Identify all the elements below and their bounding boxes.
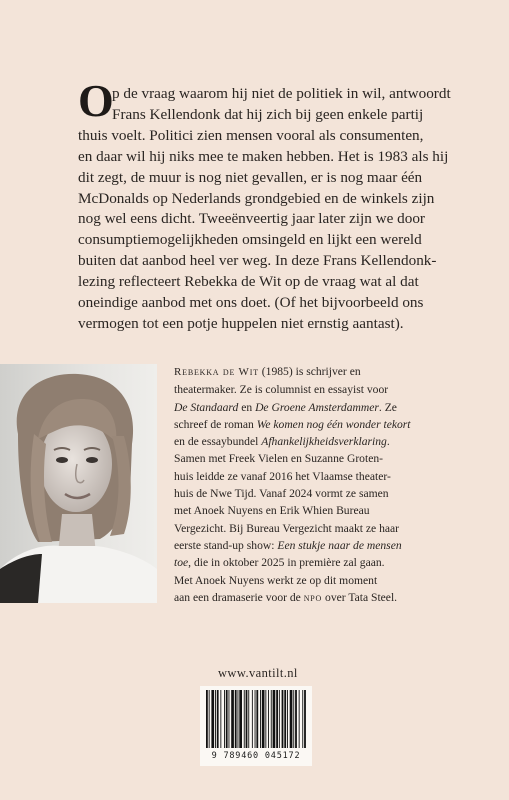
bio-line-7: huis leidde ze vanaf 2016 het Vlaamse theater- xyxy=(174,469,391,483)
bio-line-14 xyxy=(174,589,494,607)
barcode-bar xyxy=(304,690,306,748)
barcode-bar xyxy=(206,690,208,748)
barcode-bar xyxy=(262,690,265,748)
intro-line-7: nog wel eens dicht. Tweeënveertig jaar later zijn we door xyxy=(78,210,425,228)
publication-title: De Groene Amsterdammer xyxy=(255,400,379,414)
publication-title: De Standaard xyxy=(174,400,239,414)
barcode-bar xyxy=(256,690,258,748)
intro-paragraph xyxy=(78,75,458,335)
barcode-bar xyxy=(238,690,239,748)
isbn-digits: 9 789460 045172 xyxy=(211,751,301,761)
bio-line-6: Samen met Freek Vielen en Suzanne Groten- xyxy=(174,452,383,466)
bio-line-4 xyxy=(174,416,494,433)
bio-line-3 xyxy=(174,399,494,416)
bio-text: , die in oktober 2025 in première zal gaan. xyxy=(188,556,385,570)
barcode-bar xyxy=(287,690,288,748)
barcode-bar xyxy=(302,690,303,748)
intro-line-2: Frans Kellendonk dat hij zich bij geen enkele partij xyxy=(112,105,424,123)
barcode-bar xyxy=(211,690,214,748)
barcode-bar xyxy=(235,690,237,748)
bio-line-5 xyxy=(174,433,494,450)
barcode-bar xyxy=(224,690,225,748)
bio-line-12 xyxy=(174,554,494,571)
barcode-bar xyxy=(279,690,280,748)
bio-line-10: Vergezicht. Bij Bureau Vergezicht maakt ze haar xyxy=(174,521,400,535)
barcode-bar xyxy=(252,690,253,748)
barcode-bar xyxy=(217,690,219,748)
bio-text: over Tata Steel. xyxy=(322,590,398,604)
drop-cap: O xyxy=(78,75,114,126)
barcode-bar xyxy=(209,690,210,748)
bio-text: aan een dramaserie voor de xyxy=(174,590,304,604)
intro-line-6: McDonalds op Nederlands grondgebied en de winkels zijn xyxy=(78,189,435,207)
intro-line-8: consumptiemogelijkheden omsingeld en lijkt een wereld xyxy=(78,231,422,249)
book-title: We komen nog één wonder tekort xyxy=(256,417,411,431)
barcode-bar xyxy=(284,690,286,748)
bio-text: (1985) is schrijver en xyxy=(258,365,361,378)
barcode-bar xyxy=(220,690,221,748)
barcode-bar xyxy=(246,690,248,748)
barcode-bar xyxy=(244,690,245,748)
publisher-url: www.vantilt.nl xyxy=(218,666,298,680)
barcode-bar xyxy=(248,690,249,748)
barcode-bar xyxy=(295,690,297,748)
barcode-bars xyxy=(200,686,312,750)
barcode-bar xyxy=(290,690,293,748)
barcode-bar xyxy=(260,690,261,748)
author-bio xyxy=(174,363,494,607)
barcode-bar xyxy=(265,690,266,748)
barcode-bar xyxy=(276,690,278,748)
author-portrait-illustration xyxy=(0,364,157,603)
barcode-bar xyxy=(273,690,276,748)
author-name: Rebekka de Wit xyxy=(174,366,259,378)
bio-text: . xyxy=(386,435,390,449)
bio-text: . Ze xyxy=(378,400,397,414)
barcode-bar xyxy=(239,690,242,748)
bio-line-13: Met Anoek Nuyens werkt ze op dit moment xyxy=(174,573,378,587)
bio-text: en de essaybundel xyxy=(174,435,262,449)
intro-line-9: buiten dat aanbod heel ver weg. In deze Frans Kellendonk- xyxy=(78,252,437,270)
bio-line-1 xyxy=(174,363,494,381)
barcode-bar xyxy=(229,690,230,748)
barcode-bar xyxy=(282,690,284,748)
bio-line-11 xyxy=(174,537,494,554)
intro-line-10: lezing reflecteert Rebekka de Wit op de vraag wat al dat xyxy=(78,273,419,291)
intro-line-5: dit zegt, de muur is nog niet gevallen, er is nog maar één xyxy=(78,168,423,186)
broadcaster-name: npo xyxy=(303,591,323,604)
barcode-bar xyxy=(271,690,272,748)
bio-text: schreef de roman xyxy=(174,417,257,431)
intro-line-text: p de vraag waarom hij niet de politiek in wil, antwoordt xyxy=(112,85,451,102)
bio-text: eerste stand-up show: xyxy=(174,538,278,552)
book-title: Afhankelijkheidsverklaring xyxy=(261,435,387,449)
show-title: toe xyxy=(174,556,189,570)
bio-line-8: huis de Nwe Tijd. Vanaf 2024 vormt ze samen xyxy=(174,487,389,501)
barcode-bar xyxy=(293,690,294,748)
barcode-bar xyxy=(226,690,228,748)
intro-line-12: vermogen tot een potje huppelen niet ernstig aantast). xyxy=(78,314,404,332)
barcode-bar xyxy=(268,690,269,748)
barcode-bar xyxy=(299,690,300,748)
show-title: Een stukje naar de mensen xyxy=(277,538,402,552)
intro-line-4: en daar wil hij niks mee te maken hebben. Het is 1983 als hij xyxy=(78,147,449,165)
intro-line-3: thuis voelt. Politici zien mensen vooral als consumenten, xyxy=(78,126,424,144)
author-photo xyxy=(0,364,157,603)
intro-line-11: oneindige aanbod met ons doet. (Of het bijvoorbeeld ons xyxy=(78,294,424,312)
bio-text: en xyxy=(238,400,256,414)
barcode-bar xyxy=(215,690,216,748)
barcode-bar xyxy=(255,690,256,748)
bio-line-9: met Anoek Nuyens en Erik Whien Bureau xyxy=(174,504,370,518)
barcode-bar xyxy=(231,690,234,748)
bio-line-2: theatermaker. Ze is columnist en essayist voor xyxy=(174,383,389,397)
